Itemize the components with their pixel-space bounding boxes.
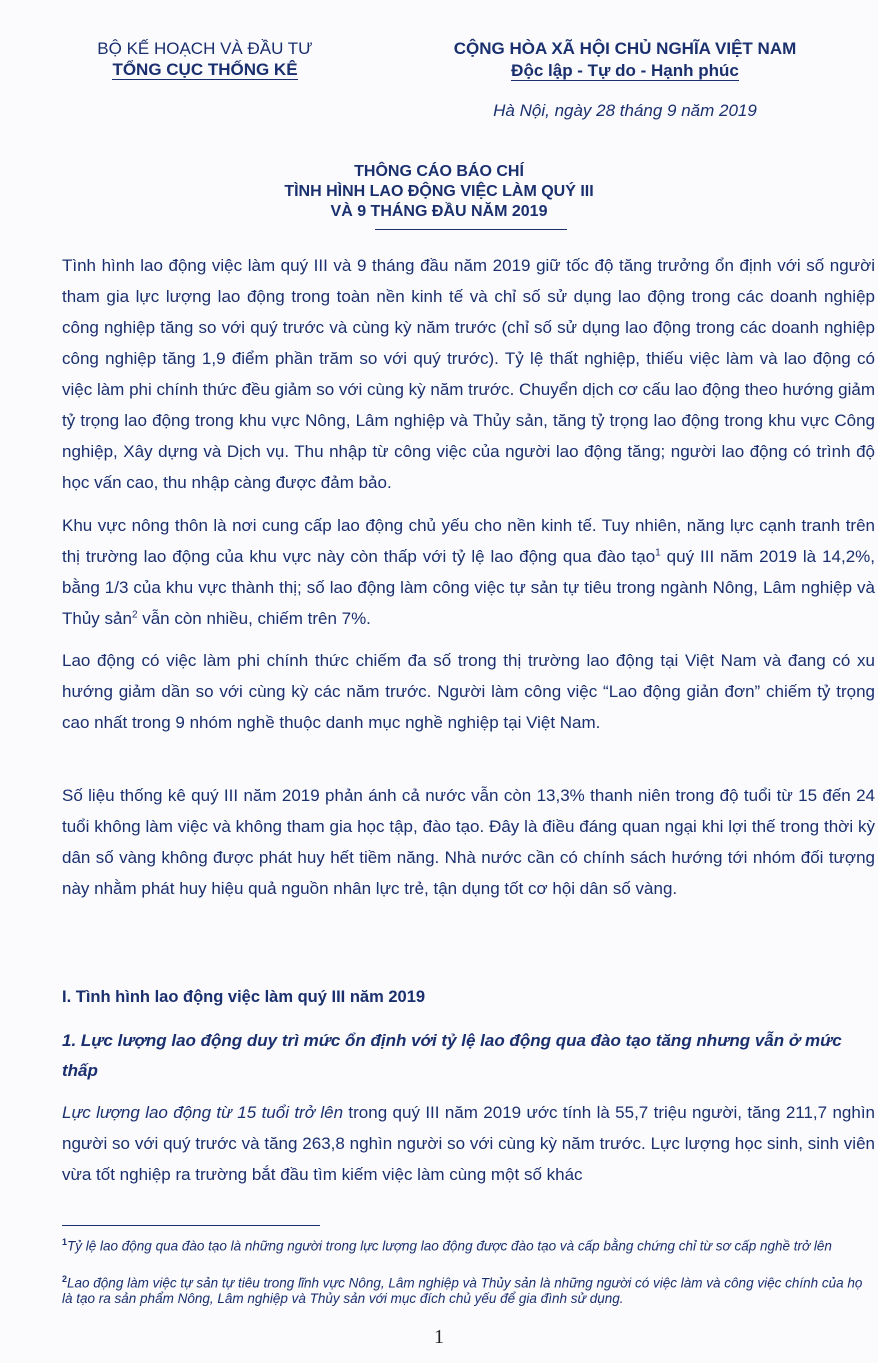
paragraph-2-part-b: quý III năm 2019 là 14,2%, bằng 1/3 của khu vực thành thị; số lao động làm công việc tự sản tự tiêu trong ngành Nông, Lâm nghiệp và Thủy sản xyxy=(62,547,875,628)
section-heading-1: I. Tình hình lao động việc làm quý III năm 2019 xyxy=(62,988,426,1006)
office-name: TỔNG CỤC THỐNG KÊ xyxy=(112,60,298,79)
footnote-2-text: Lao động làm việc tự sản tự tiêu trong lĩnh vực Nông, Lâm nghiệp và Thủy sản là những người có việc làm và công việc chính của họ là tạo ra sản phẩm Nông, Lâm nghiệp và Thủy sản với mục đích chủ yếu để gia đình sử dụng. xyxy=(62,1275,863,1306)
footnote-ref-2[interactable]: 2 xyxy=(131,609,138,621)
national-motto: Độc lập - Tự do - Hạnh phúc xyxy=(511,61,739,80)
issuer-block xyxy=(70,38,340,80)
paragraph-1: Tình hình lao động việc làm quý III và 9 tháng đầu năm 2019 giữ tốc độ tăng trưởng ổn định với số người tham gia lực lượng lao động trong toàn nền kinh tế và chỉ số sử dụng lao động trong các doanh nghiệp công nghiệp tăng so với quý trước và cùng kỳ năm trước (chỉ số sử dụng lao động trong các doanh nghiệp công nghiệp tăng 1,9 điểm phần trăm so với quý trước). Tỷ lệ thất nghiệp, thiếu việc làm và lao động có việc làm phi chính thức đều giảm so với cùng kỳ năm trước. Chuyển dịch cơ cấu lao động theo hướng giảm tỷ trọng lao động trong khu vực Nông, Lâm nghiệp và Thủy sản, tăng tỷ trọng lao động trong khu vực Công nghiệp, Xây dựng và Dịch vụ. Thu nhập từ công việc của người lao động tăng; người lao động có trình độ học vấn cao, thu nhập càng được đảm bảo. xyxy=(62,256,875,492)
paragraph-3: Lao động có việc làm phi chính thức chiếm đa số trong thị trường lao động tại Việt Nam và đang có xu hướng giảm dần so với cùng kỳ các năm trước. Người làm công việc “Lao động giản đơn” chiếm tỷ trọng cao nhất trong 9 nhóm nghề thuộc danh mục nghề nghiệp tại Việt Nam. xyxy=(62,651,875,732)
paragraph-5 xyxy=(62,1097,875,1190)
country-name: CỘNG HÒA XÃ HỘI CHỦ NGHĨA VIỆT NAM xyxy=(453,39,797,58)
title-line-3: VÀ 9 THÁNG ĐẦU NĂM 2019 xyxy=(330,203,548,220)
footnote-1 xyxy=(62,1235,875,1254)
issue-date: Hà Nội, ngày 28 tháng 9 năm 2019 xyxy=(493,101,757,120)
labor-force-term: Lực lượng lao động từ 15 tuổi trở lên xyxy=(62,1103,344,1122)
footnote-2-mark: 2 xyxy=(62,1274,68,1284)
title-underline xyxy=(375,229,567,230)
title-line-2: TÌNH HÌNH LAO ĐỘNG VIỆC LÀM QUÝ III xyxy=(284,183,594,200)
paragraph-2 xyxy=(62,510,875,634)
paragraph-4: Số liệu thống kê quý III năm 2019 phản ánh cả nước vẫn còn 13,3% thanh niên trong độ tuổi từ 15 đến 24 tuổi không làm việc và không tham gia học tập, đào tạo. Đây là điều đáng quan ngại khi lợi thế trong thời kỳ dân số vàng không được phát huy hết tiềm năng. Nhà nước cần có chính sách hướng tới nhóm đối tượng này nhằm phát huy hiệu quả nguồn nhân lực trẻ, tận dụng tốt cơ hội dân số vàng. xyxy=(62,786,875,898)
footnote-1-text: Tỷ lệ lao động qua đào tạo là những người trong lực lượng lao động được đào tạo và cấp bằng chứng chỉ từ sơ cấp nghề trở lên xyxy=(67,1238,832,1254)
national-heading xyxy=(420,38,830,82)
footnote-separator xyxy=(62,1225,320,1226)
subsection-heading-1: 1. Lực lượng lao động duy trì mức ổn định với tỷ lệ lao động qua đào tạo tăng nhưng vẫn ở mức thấp xyxy=(62,1031,842,1080)
document-title xyxy=(0,162,878,222)
page-number: 1 xyxy=(434,1326,444,1348)
paragraph-2-part-a: Khu vực nông thôn là nơi cung cấp lao động chủ yếu cho nền kinh tế. Tuy nhiên, năng lực cạnh tranh trên thị trường lao động của khu vực này còn thấp với tỷ lệ lao động qua đào tạo xyxy=(62,516,875,566)
paragraph-5-rest: trong quý III năm 2019 ước tính là 55,7 triệu người, tăng 211,7 nghìn người so với quý trước và tăng 263,8 nghìn người so với cùng kỳ năm trước. Lực lượng học sinh, sinh viên vừa tốt nghiệp ra trường bắt đầu tìm kiếm việc làm cùng một số khác xyxy=(62,1103,875,1184)
ministry-name: BỘ KẾ HOẠCH VÀ ĐẦU TƯ xyxy=(97,39,313,58)
title-line-1: THÔNG CÁO BÁO CHÍ xyxy=(354,163,524,180)
paragraph-2-part-c: vẫn còn nhiều, chiếm trên 7%. xyxy=(137,609,371,628)
footnote-ref-1[interactable]: 1 xyxy=(655,547,661,559)
footnote-1-mark: 1 xyxy=(62,1237,68,1247)
footnote-2 xyxy=(62,1272,875,1306)
